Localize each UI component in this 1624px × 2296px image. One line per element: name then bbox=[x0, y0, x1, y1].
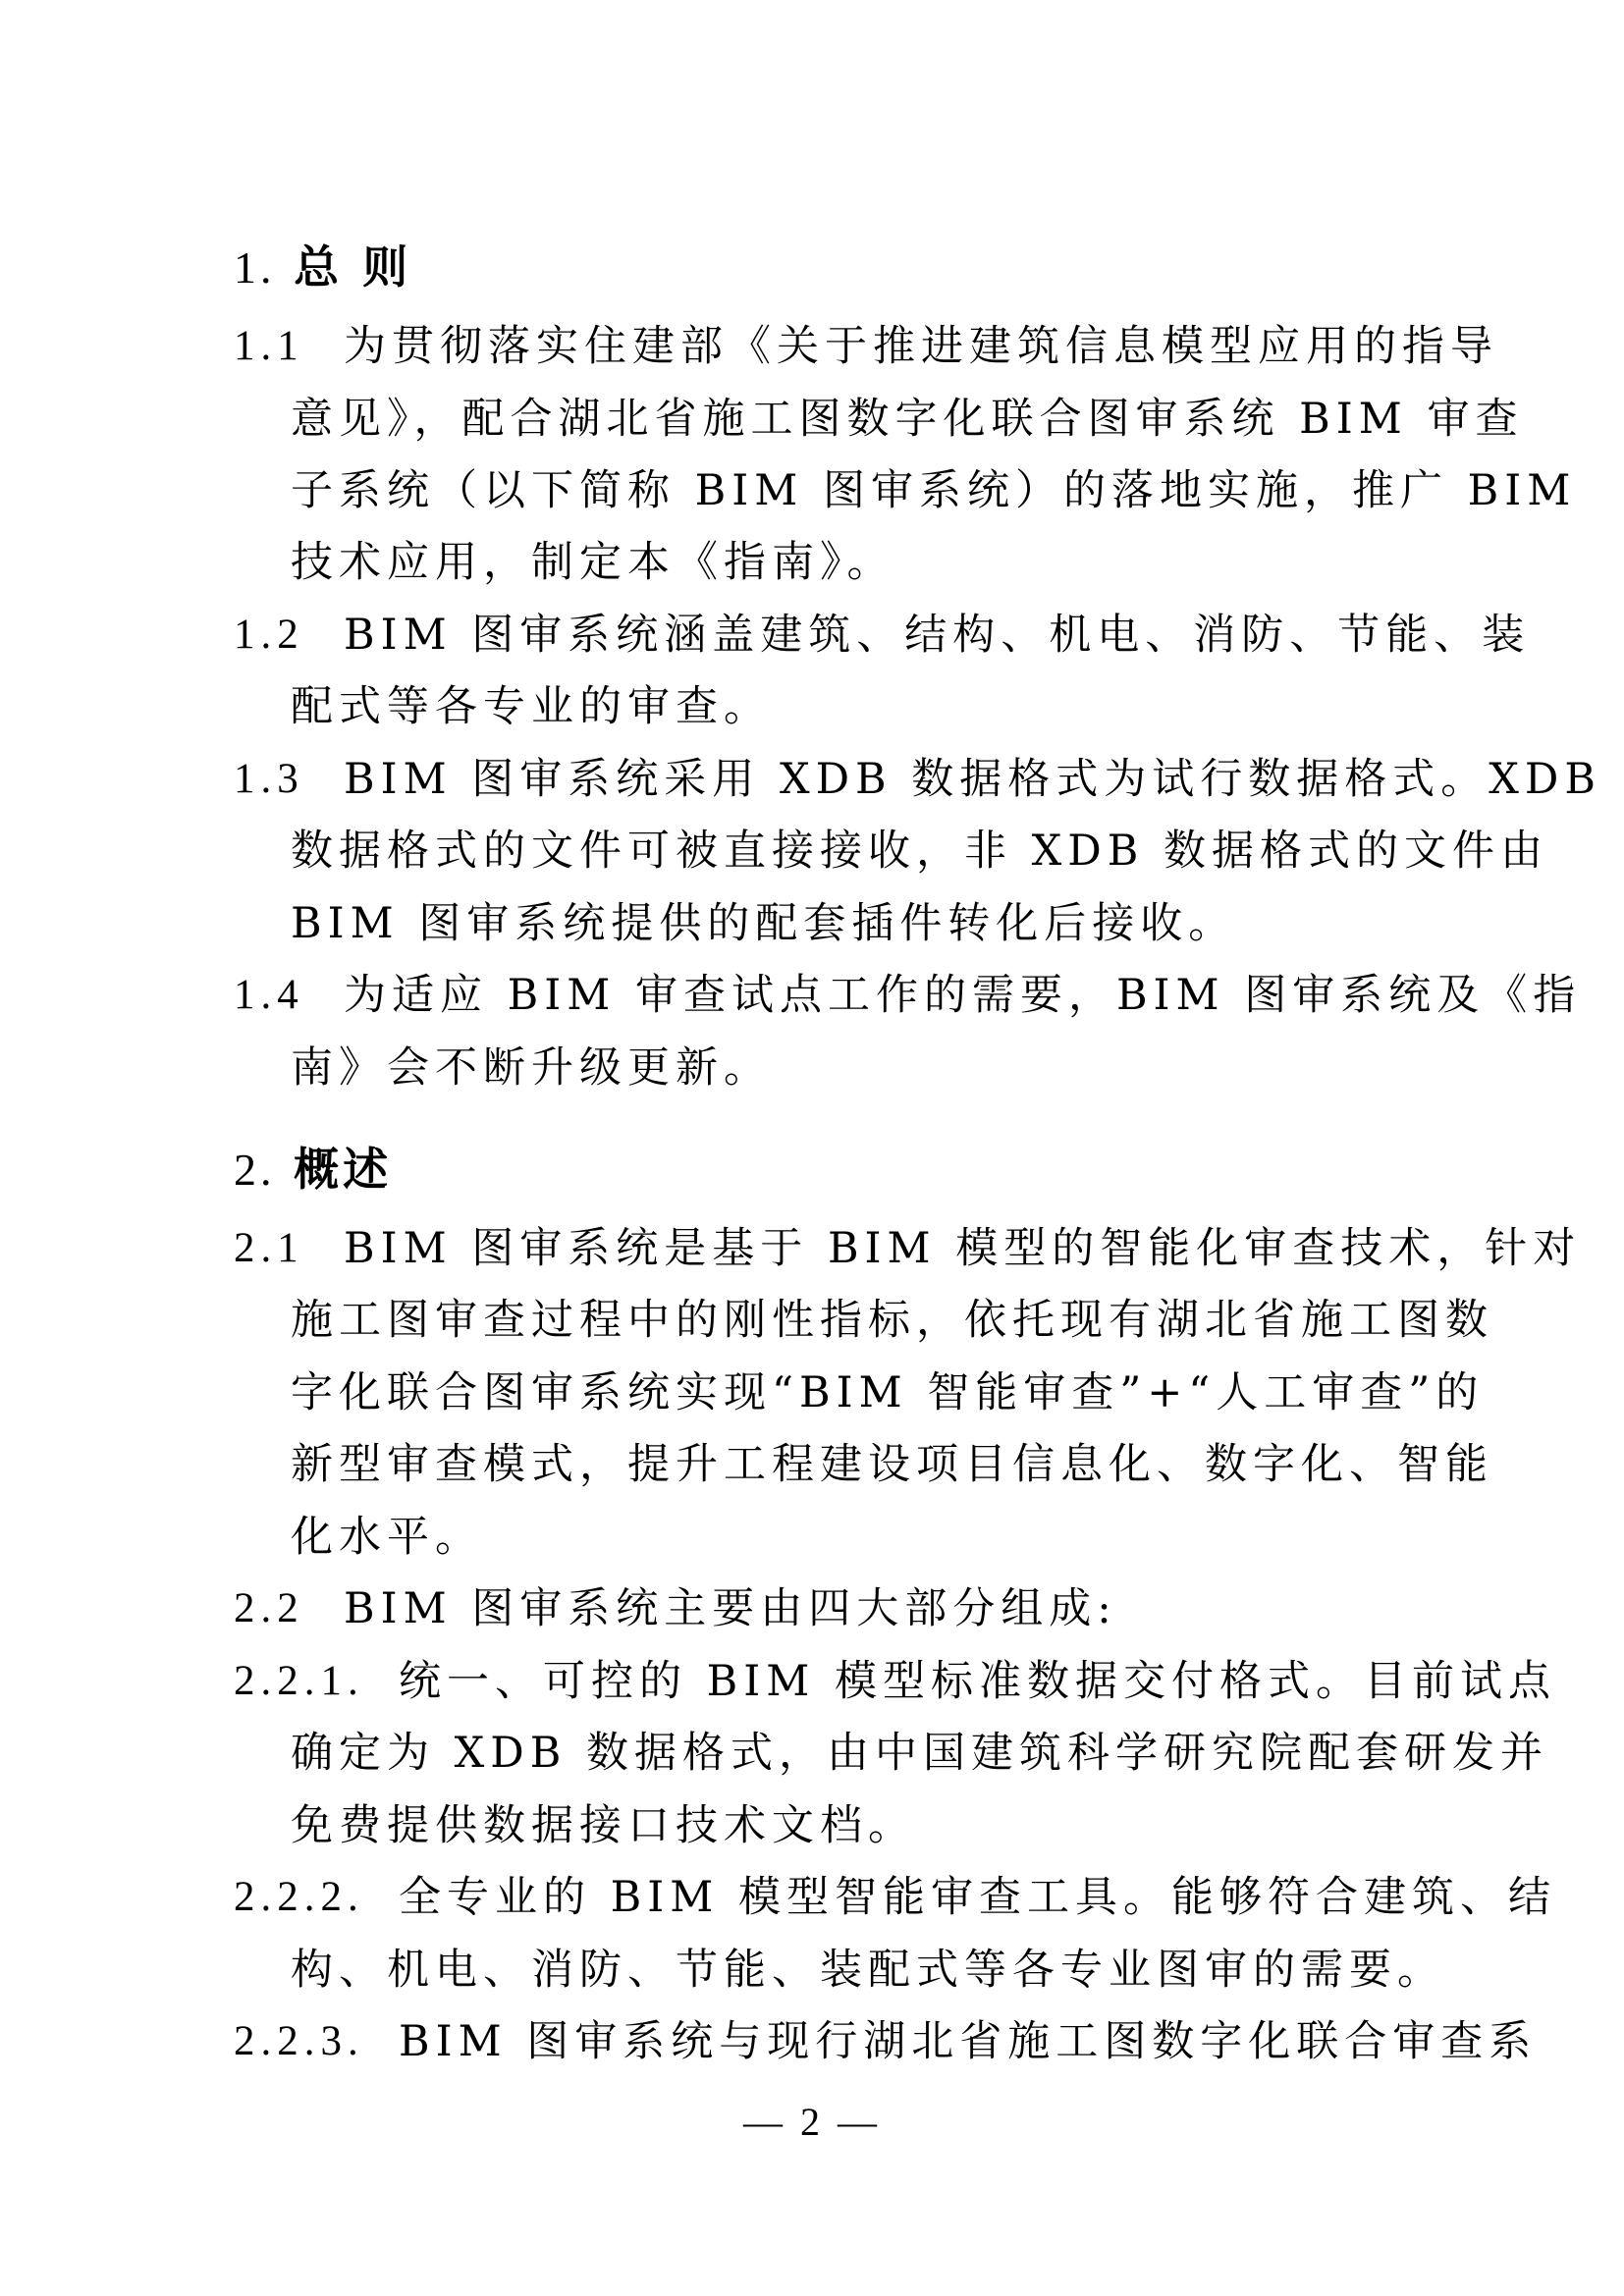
clause-number: 2.2 bbox=[234, 1585, 304, 1631]
section-number: 2. bbox=[234, 1145, 276, 1195]
clause-line: BIM 图审系统涵盖建筑、结构、机电、消防、节能、装 bbox=[344, 611, 1531, 660]
clause-line: BIM 图审系统主要由四大部分组成: bbox=[344, 1584, 1117, 1633]
clause-number: 2.2.2. bbox=[234, 1874, 364, 1920]
clause-line: 化水平。 bbox=[291, 1513, 483, 1562]
clause-line: 新型审查模式，提升工程建设项目信息化、数字化、智能 bbox=[291, 1440, 1493, 1489]
clause-line: 为适应 BIM 审查试点工作的需要，BIM 图审系统及《指 bbox=[344, 971, 1582, 1020]
clause-line: 施工图审查过程中的刚性指标，依托现有湖北省施工图数 bbox=[291, 1296, 1493, 1345]
page-number: — 2 — bbox=[743, 2100, 881, 2144]
clause-number: 1.2 bbox=[234, 612, 304, 658]
clause-line: BIM 图审系统与现行湖北省施工图数字化联合审查系 bbox=[399, 2017, 1538, 2066]
clause-number: 2.1 bbox=[234, 1225, 304, 1271]
clause-number: 2.2.1. bbox=[234, 1658, 364, 1704]
clause-line: 为贯彻落实住建部《关于推进建筑信息模型应用的指导 bbox=[344, 322, 1498, 371]
section-number: 1. bbox=[234, 242, 276, 293]
clause-line: 全专业的 BIM 模型智能审查工具。能够符合建筑、结 bbox=[399, 1873, 1556, 1922]
clause-line: 免费提供数据接口技术文档。 bbox=[291, 1801, 916, 1850]
section-heading-1 bbox=[234, 232, 411, 296]
clause-line: 数据格式的文件可被直接接收，非 XDB 数据格式的文件由 bbox=[291, 827, 1549, 876]
clause-line: BIM 图审系统采用 XDB 数据格式为试行数据格式。XDB bbox=[344, 755, 1601, 804]
clause-number: 2.2.3. bbox=[234, 2018, 364, 2064]
clause-line: BIM 图审系统是基于 BIM 模型的智能化审查技术，针对 bbox=[344, 1224, 1582, 1273]
clause-line: 意见》，配合湖北省施工图数字化联合图审系统 BIM 审查 bbox=[291, 395, 1524, 444]
clause-number: 1.4 bbox=[234, 972, 304, 1018]
clause-line: 配式等各专业的审查。 bbox=[291, 682, 772, 731]
clause-line: 统一、可控的 BIM 模型标准数据交付格式。目前试点 bbox=[399, 1657, 1556, 1706]
clause-line: 构、机电、消防、节能、装配式等各专业图审的需要。 bbox=[291, 1946, 1445, 1995]
clause-line: 确定为 XDB 数据格式，由中国建筑科学研究院配套研发并 bbox=[291, 1729, 1549, 1778]
clause-number: 1.3 bbox=[234, 756, 304, 802]
clause-line: 子系统（以下简称 BIM 图审系统）的落地实施，推广 BIM bbox=[291, 466, 1577, 515]
section-heading-2 bbox=[234, 1134, 392, 1199]
clause-line: BIM 图审系统提供的配套插件转化后接收。 bbox=[291, 899, 1237, 948]
clause-line: 字化联合图审系统实现“BIM 智能审查”+“人工审查”的 bbox=[291, 1368, 1485, 1417]
clause-line: 南》会不断升级更新。 bbox=[291, 1043, 772, 1093]
section-title: 概述 bbox=[294, 1143, 393, 1196]
clause-number: 1.1 bbox=[234, 323, 304, 369]
section-title: 总 则 bbox=[294, 240, 412, 294]
clause-line: 技术应用，制定本《指南》。 bbox=[291, 538, 895, 587]
